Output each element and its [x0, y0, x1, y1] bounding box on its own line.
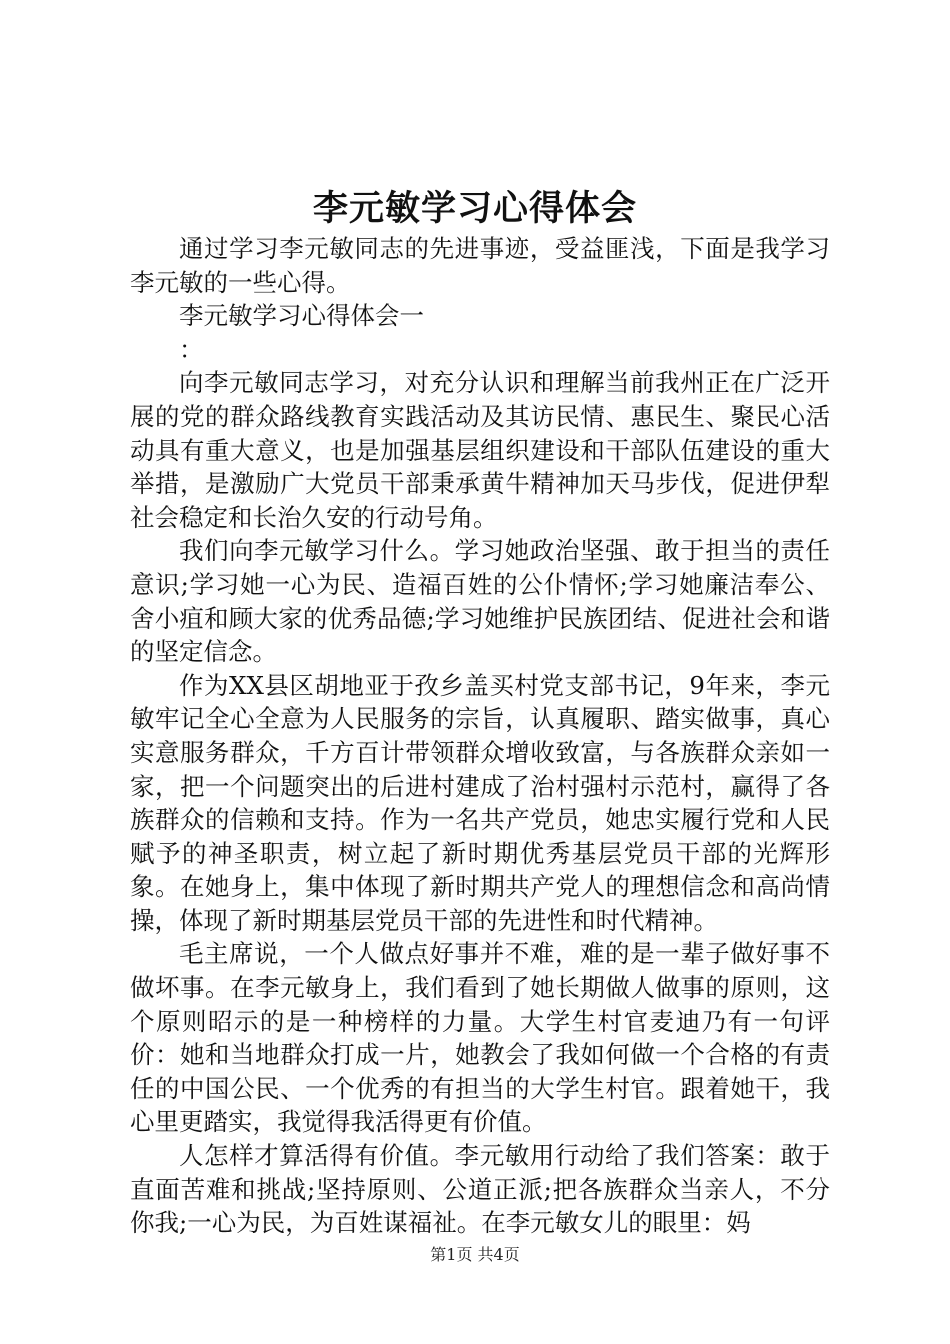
document-body	[130, 232, 830, 1240]
intro-paragraph: 通过学习李元敏同志的先进事迹，受益匪浅，下面是我学习李元敏的一些心得。	[130, 234, 830, 297]
colon-line: ：	[179, 334, 204, 364]
body-paragraph: 向李元敏同志学习，对充分认识和理解当前我州正在广泛开展的党的群众路线教育实践活动及其访民情、惠民生、聚民心活动具有重大意义，也是加强基层组织建设和干部队伍建设的重大举措，是激励广大党员干部秉承黄牛精神加天马步伐，促进伊犁社会稳定和长治久安的行动号角。	[130, 368, 830, 532]
body-paragraph: 毛主席说，一个人做点好事并不难，难的是一辈子做好事不做坏事。在李元敏身上，我们看到了她长期做人做事的原则，这个原则昭示的是一种榜样的力量。大学生村官麦迪乃有一句评价：她和当地群众打成一片，她教会了我如何做一个合格的有责任的中国公民、一个优秀的有担当的大学生村官。跟着她干，我心里更踏实，我觉得我活得更有价值。	[130, 939, 830, 1137]
body-paragraph: 我们向李元敏学习什么。学习她政治坚强、敢于担当的责任意识;学习她一心为民、造福百姓的公仆情怀;学习她廉洁奉公、舍小疽和顾大家的优秀品德;学习她维护民族团结、促进社会和谐的坚定信念。	[130, 536, 830, 667]
body-paragraph: 人怎样才算活得有价值。李元敏用行动给了我们答案：敢于直面苦难和挑战;坚持原则、公道正派;把各族群众当亲人，不分你我;一心为民，为百姓谋福祉。在李元敏女儿的眼里：妈	[130, 1141, 830, 1238]
section-heading: 李元敏学习心得体会一	[179, 301, 424, 331]
body-paragraph: 作为XX县区胡地亚于孜乡盖买村党支部书记，9年来，李元敏牢记全心全意为人民服务的宗旨，认真履职、踏实做事，真心实意服务群众，千方百计带领群众增收致富，与各族群众亲如一家，把一个问题突出的后进村建成了治村强村示范村，赢得了各族群众的信赖和支持。作为一名共产党员，她忠实履行党和人民赋予的神圣职责，树立起了新时期优秀基层党员干部的光辉形象。在她身上，集中体现了新时期共产党人的理想信念和高尚情操，体现了新时期基层党员干部的先进性和时代精神。	[130, 670, 830, 935]
page-title: 李元敏学习心得体会	[312, 188, 637, 229]
page-number-footer: 第1页 共4页	[430, 1245, 520, 1264]
